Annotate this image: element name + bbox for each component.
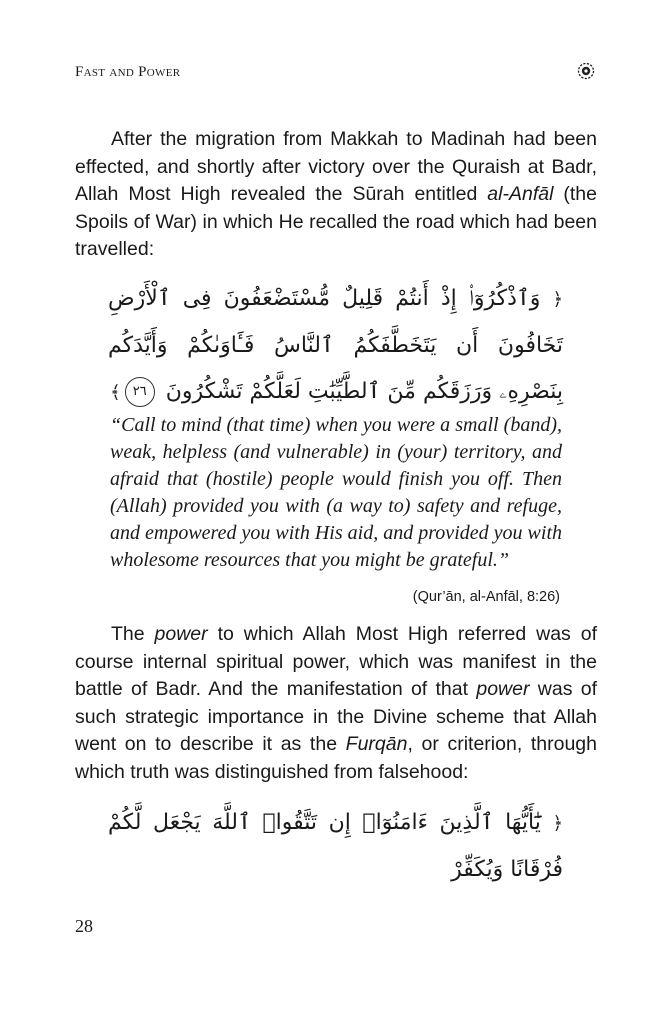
- page-number: 28: [75, 916, 93, 936]
- surah-name: al-Anfāl: [487, 183, 554, 205]
- paragraph-power-text-e: was of such strategic importance in the Divine scheme that Allah went on to describe it as the: [75, 678, 597, 755]
- verse-open-bracket: ﴿: [552, 813, 563, 834]
- arabic-verse-2: [108, 800, 563, 893]
- arabic-verse-1: [108, 276, 563, 416]
- emphasis-power-2: power: [476, 678, 530, 700]
- flower-ornament-icon: [577, 62, 595, 80]
- paragraph-intro-text-end: (the Spoils of War) in which He recalled the road which had been travelled:: [75, 183, 597, 260]
- verse-translation: “Call to mind (that time) when you were a small (band), weak, helpless (and vulnerable) in (your) territory, and afraid that (hostile) people would finish you off. Then (Allah) provided you with (a way to) safety and refuge, and empowered you with His aid, and provided you with wholesome resources that you might be grateful.”: [110, 414, 562, 571]
- emphasis-power-1: power: [154, 623, 208, 645]
- paragraph-power-text-g: , or criterion, through which truth was distinguished from falsehood:: [75, 733, 598, 783]
- running-title: Fast and Power: [75, 64, 181, 80]
- verse-open-bracket: ﴿: [552, 289, 563, 310]
- paragraph-intro-text: After the migration from Makkah to Madinah had been effected, and shortly after victory over the Quraish at Badr, Allah Most High revealed the Sūrah entitled: [75, 128, 597, 205]
- arabic-verse-text: يَٰٓأَيُّهَا ٱلَّذِينَ ءَامَنُوٓا۟ إِن تَتَّقُوا۟ ٱللَّهَ يَجْعَل لَّكُمْ فُرْقَانًا وَيُكَفِّرْ: [108, 810, 563, 882]
- running-head: [75, 64, 595, 86]
- paragraph-power-text-a: The: [111, 623, 155, 645]
- paragraph-power-text-c: to which Allah Most High referred was of course internal spiritual power, which was manifest in the battle of Badr. And the manifestation of that: [75, 623, 597, 700]
- citation: (Qur’ān, al-Anfāl, 8:26): [412, 589, 560, 605]
- emphasis-furqan: Furqān: [345, 733, 408, 755]
- paragraph-power: [75, 621, 597, 786]
- arabic-verse-text: وَٱذْكُرُوٓا۟ إِذْ أَنتُمْ قَلِيلٌ مُّسْتَضْعَفُونَ فِى ٱلْأَرْضِ تَخَافُونَ أَن يَتَخَطَّفَكُمُ ٱلنَّاسُ فَـَٔاوَىٰكُمْ وَأَيَّدَكُم بِنَصْرِهِۦ وَرَزَقَكُم مِّنَ ٱلطَّيِّبَٰتِ لَعَلَّكُمْ تَشْكُرُونَ: [108, 286, 563, 404]
- verse-close-bracket: ﴾: [110, 382, 121, 403]
- verse-number-badge: ٢٦: [125, 377, 155, 407]
- paragraph-intro: [75, 126, 597, 264]
